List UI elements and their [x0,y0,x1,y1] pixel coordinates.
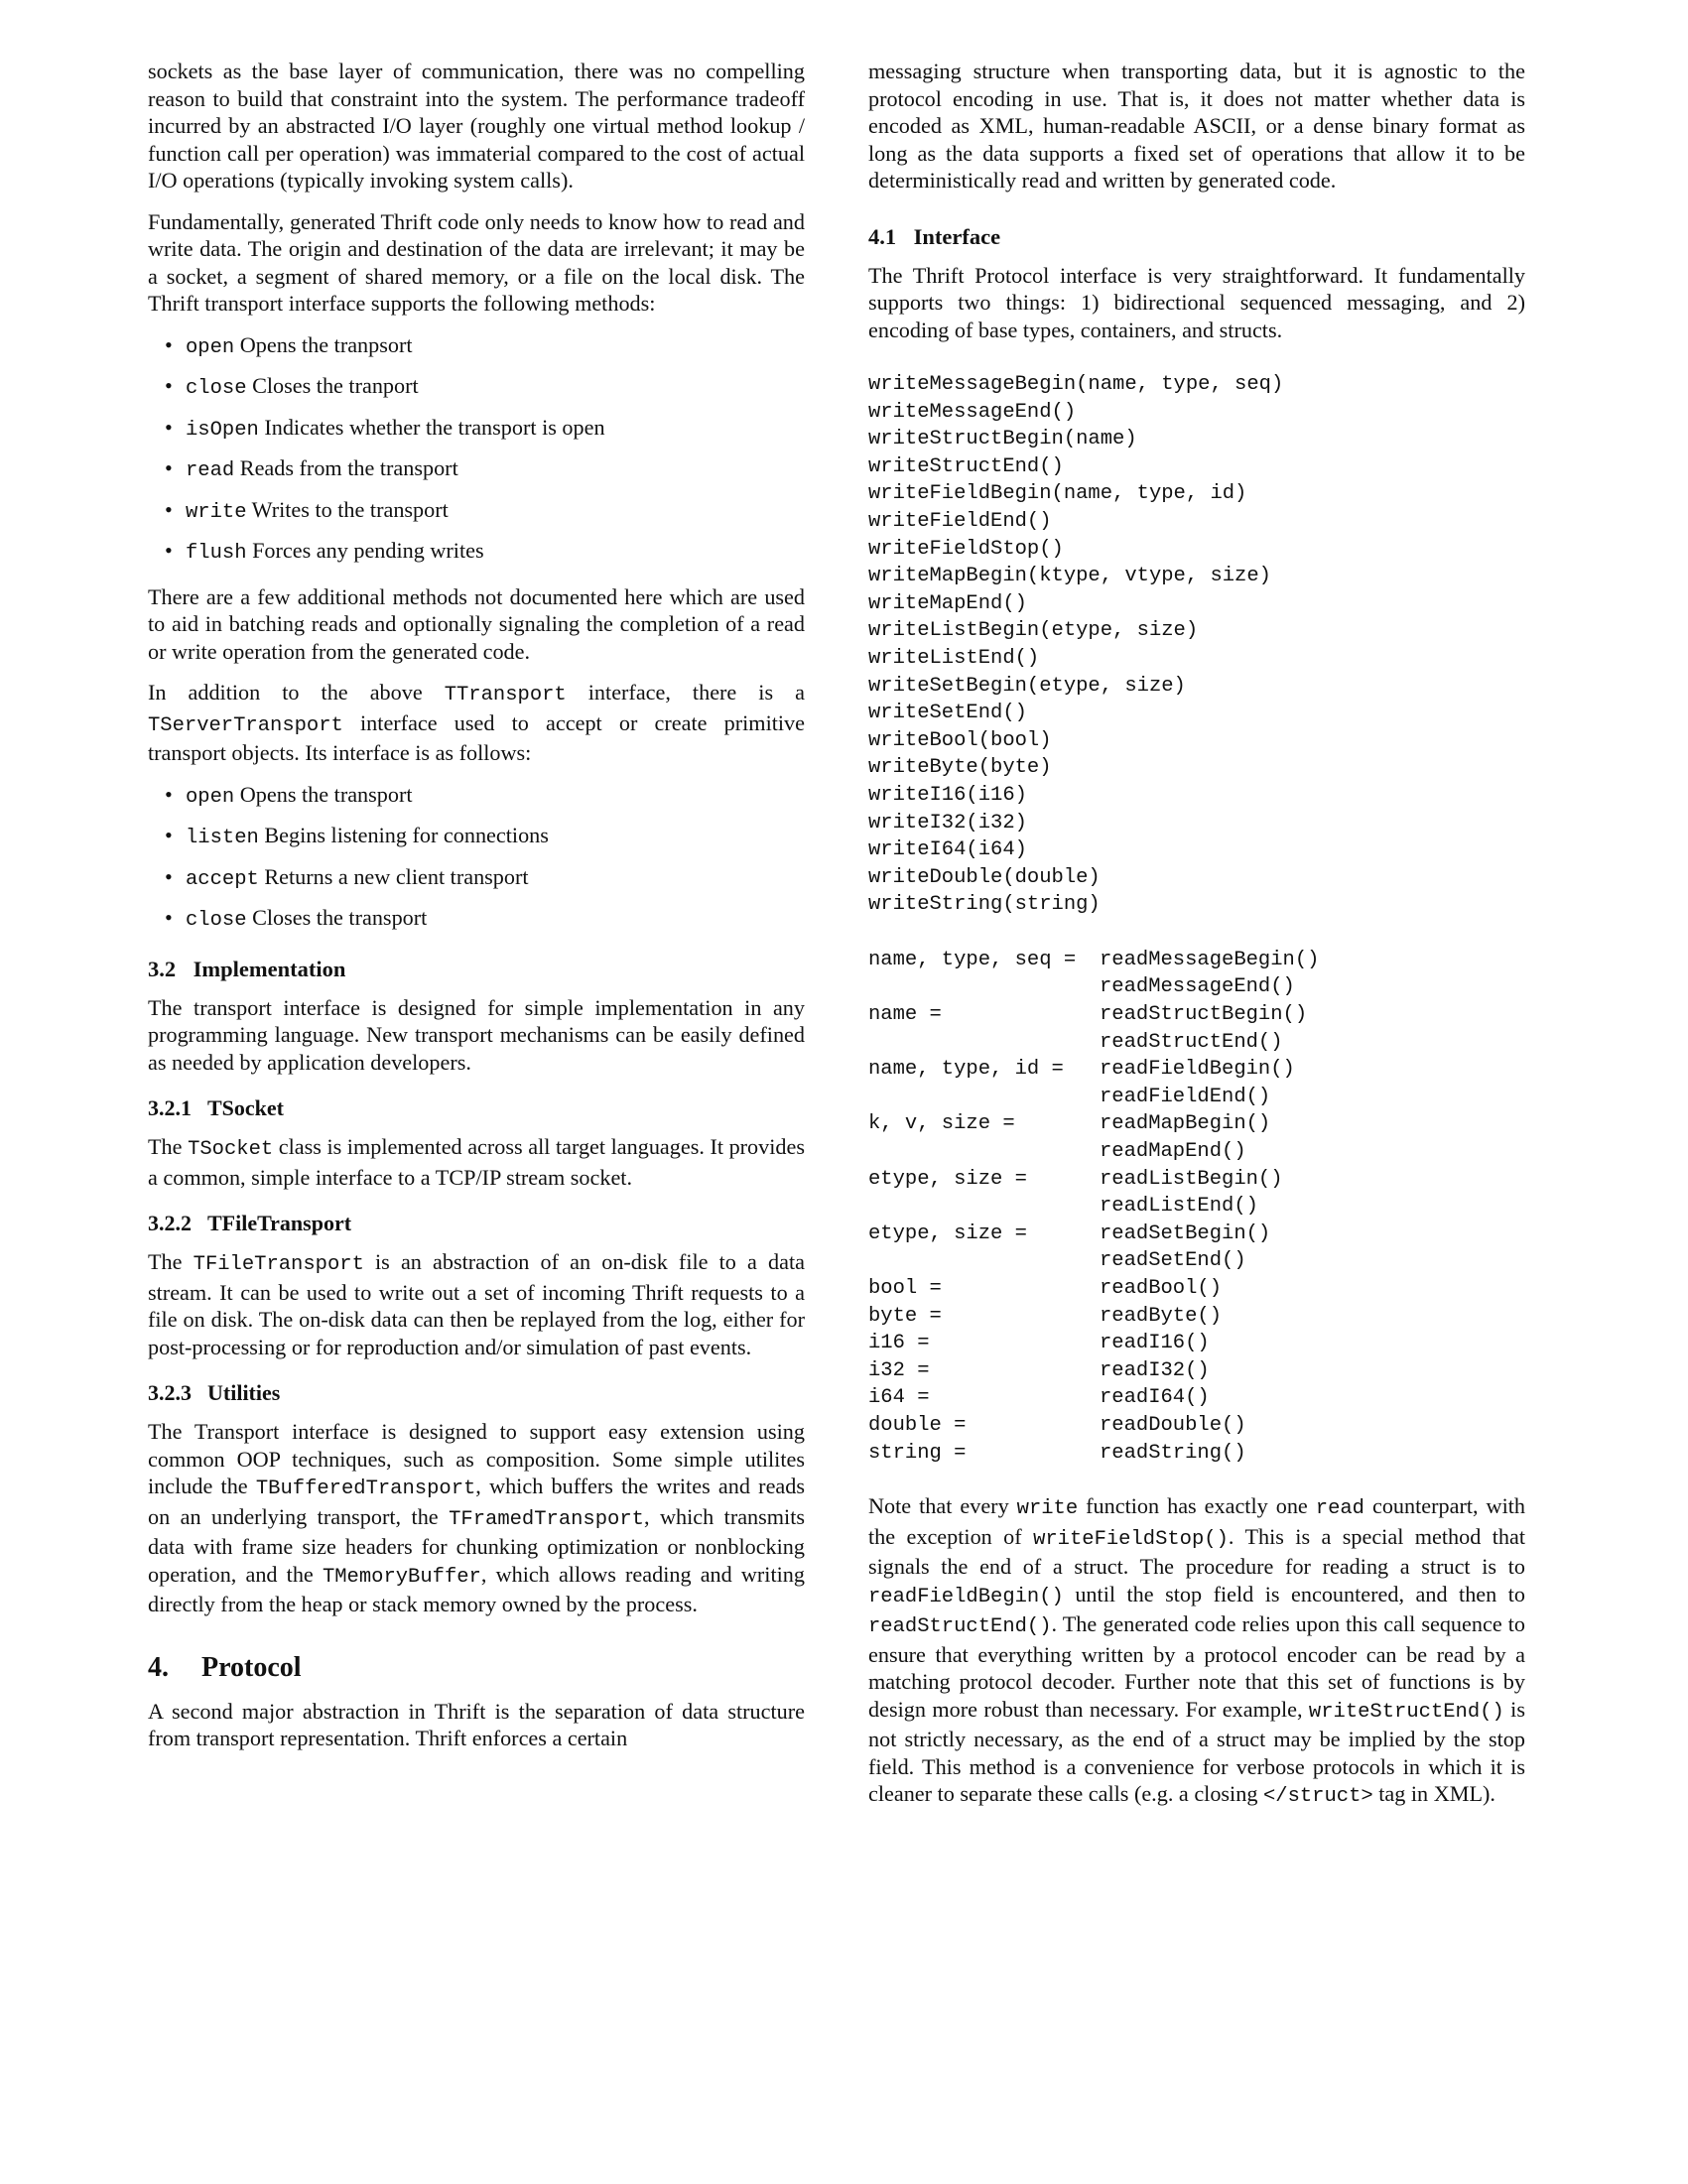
paragraph-tfiletransport: The TFileTransport is an abstraction of an on-disk file to a data stream. It can be used to write out a set of incoming Thrift requests to a file on disk. The on-disk data can then be replayed from the log, either for post-processing or for reproduction and/or simulation of past events. [148,1249,805,1359]
list-item: • open Opens the transport [148,781,805,812]
section-heading-interface: 4.1 Interface [868,223,1001,249]
list-item: • listen Begins listening for connections [148,822,805,852]
list-item: • flush Forces any pending writes [148,537,805,568]
code-line: string = readString() [868,1441,1246,1465]
paragraph-transport-intro-cont: sockets as the base layer of communication, there was no compelling reason to build that constraint into the system. The performance tradeoff incurred by an abstracted I/O layer (roughly one virtual method lookup / function call per operation) was immaterial compared to the cost of actual I/O operations (typically invoking system calls). [148,59,805,193]
paragraph-protocol: A second major abstraction in Thrift is the separation of data structure from transport representation. Thrift enforces a certain [148,1698,805,1750]
code-line: writeDouble(double) [868,865,1101,889]
code-line: i16 = readI16() [868,1332,1210,1355]
code-line: writeFieldEnd() [868,509,1052,533]
code-line: i32 = readI32() [868,1358,1210,1382]
paragraph-implementation: The transport interface is designed for simple implementation in any programming language. New transport mechanisms can be easily defined as needed by application developers. [148,994,805,1075]
paragraph-additional-methods: There are a few additional methods not documented here which are used to aid in batching reads and optionally signaling the completion of a read or write operation from the generated code. [148,583,805,664]
code-line: readFieldEnd() [1100,1085,1271,1108]
list-item: • open Opens the tranpsort [148,331,805,362]
code-line: readStructEnd() [1100,1030,1283,1054]
paragraph-tsocket: The TSocket class is implemented across all target languages. It provides a common, simple interface to a TCP/IP stream socket. [148,1134,805,1190]
section-heading-protocol: 4. Protocol [148,1651,302,1683]
list-item: • read Reads from the transport [148,454,805,485]
code-line: writeI64(i64) [868,838,1027,862]
code-line: name = readStructBegin() [868,1003,1308,1027]
code-line: writeBool(bool) [868,728,1052,752]
transport-methods-list [148,331,805,568]
code-line: writeMapEnd() [868,591,1027,615]
subsection-heading-utilities: 3.2.3 Utilities [148,1380,281,1405]
code-line: k, v, size = readMapBegin() [868,1112,1271,1136]
paragraph-server-transport: In addition to the above TTransport interface, there is a TServerTransport interface used to accept or create primitive transport objects. Its interface is as follows: [148,680,805,765]
code-line: writeString(string) [868,893,1101,917]
code-line: readListEnd() [1100,1195,1258,1219]
code-line: writeMapBegin(ktype, vtype, size) [868,565,1271,588]
code-line: writeI16(i16) [868,783,1027,807]
code-line: name, type, id = readFieldBegin() [868,1058,1295,1082]
code-line: writeStructEnd() [868,454,1064,478]
list-item: • accept Returns a new client transport [148,863,805,894]
code-line: writeByte(byte) [868,756,1052,780]
code-line: writeSetBegin(etype, size) [868,674,1186,698]
code-line: byte = readByte() [868,1304,1223,1328]
code-line: double = readDouble() [868,1413,1246,1437]
list-item: • write Writes to the transport [148,496,805,527]
paragraph-interface: The Thrift Protocol interface is very straightforward. It fundamentally supports two things: 1) bidirectional sequenced messaging, and 2) encoding of base types, containers, and structs. [868,262,1525,342]
code-line: bool = readBool() [868,1277,1223,1300]
code-line: writeListBegin(etype, size) [868,619,1199,643]
code-line: name, type, seq = readMessageBegin() [868,948,1320,971]
left-column [148,58,805,1752]
code-line: i64 = readI64() [868,1386,1210,1410]
list-item: • isOpen Indicates whether the transport is open [148,414,805,445]
paragraph-utilities: The Transport interface is designed to support easy extension using common OOP techniques, such as composition. Some simple utilites include the TBufferedTransport, which buffers the writes and reads on an underlying transport, the TFramedTransport, which transmits data with frame size headers for chunking optimization or nonblocking operation, and the TMemoryBuffer, which allows reading and writing directly from the heap or stack memory owned by the process. [148,1419,806,1616]
code-line: etype, size = readSetBegin() [868,1221,1271,1245]
paragraph-transport-fundamentals: Fundamentally, generated Thrift code only needs to know how to read and write data. The origin and destination of the data are irrelevant; it may be a socket, a segment of shared memory, or a file on the local disk. The Thrift transport interface supports the following methods: [148,208,805,316]
paragraph-read-write-note: Note that every write function has exactly one read counterpart, with the exception of writeFieldStop(). This is a special method that signals the end of a struct. The procedure for reading a struct is to readFieldBegin() until the stop field is encountered, and then to readStructEnd(). The generated code relies upon this call sequence to ensure that everything written by a protocol encoder can be read by a matching protocol decoder. Further note that this set of functions is by design more robust than necessary. For example, writeStructEnd() is not strictly necessary, as the end of a struct may be implied by the stop field. This method is a convenience for verbose protocols in which it is cleaner to separate these calls (e.g. a closing </struct> tag in XML). [868,1493,1525,1809]
right-column [868,58,1525,1811]
code-line: readMapEnd() [1100,1140,1246,1164]
subsection-heading-tfiletransport: 3.2.2 TFileTransport [148,1211,352,1235]
read-methods-code-block [868,947,1525,1467]
code-line: writeMessageBegin(name, type, seq) [868,373,1284,396]
code-line: readSetEnd() [1100,1249,1246,1273]
list-item: • close Closes the tranport [148,372,805,403]
code-line: writeI32(i32) [868,811,1027,835]
code-line: writeListEnd() [868,646,1040,670]
section-heading-implementation: 3.2 Implementation [148,956,346,981]
code-line: writeFieldBegin(name, type, id) [868,482,1247,506]
code-line: etype, size = readListBegin() [868,1167,1283,1191]
list-item: • close Closes the transport [148,904,805,935]
server-methods-list [148,781,805,935]
code-line: writeMessageEnd() [868,400,1077,424]
code-line: writeStructBegin(name) [868,428,1137,451]
code-line: writeSetEnd() [868,702,1027,725]
write-methods-code-block [868,371,1525,919]
paragraph-protocol-cont: messaging structure when transporting data, but it is agnostic to the protocol encoding in use. That is, it does not matter whether data is encoded as XML, human-readable ASCII, or a dense binary format as long as the data supports a fixed set of operations that allow it to be deterministically read and written by generated code. [868,59,1525,193]
code-line: readMessageEnd() [1100,975,1295,999]
subsection-heading-tsocket: 3.2.1 TSocket [148,1095,284,1120]
code-line: writeFieldStop() [868,537,1064,561]
